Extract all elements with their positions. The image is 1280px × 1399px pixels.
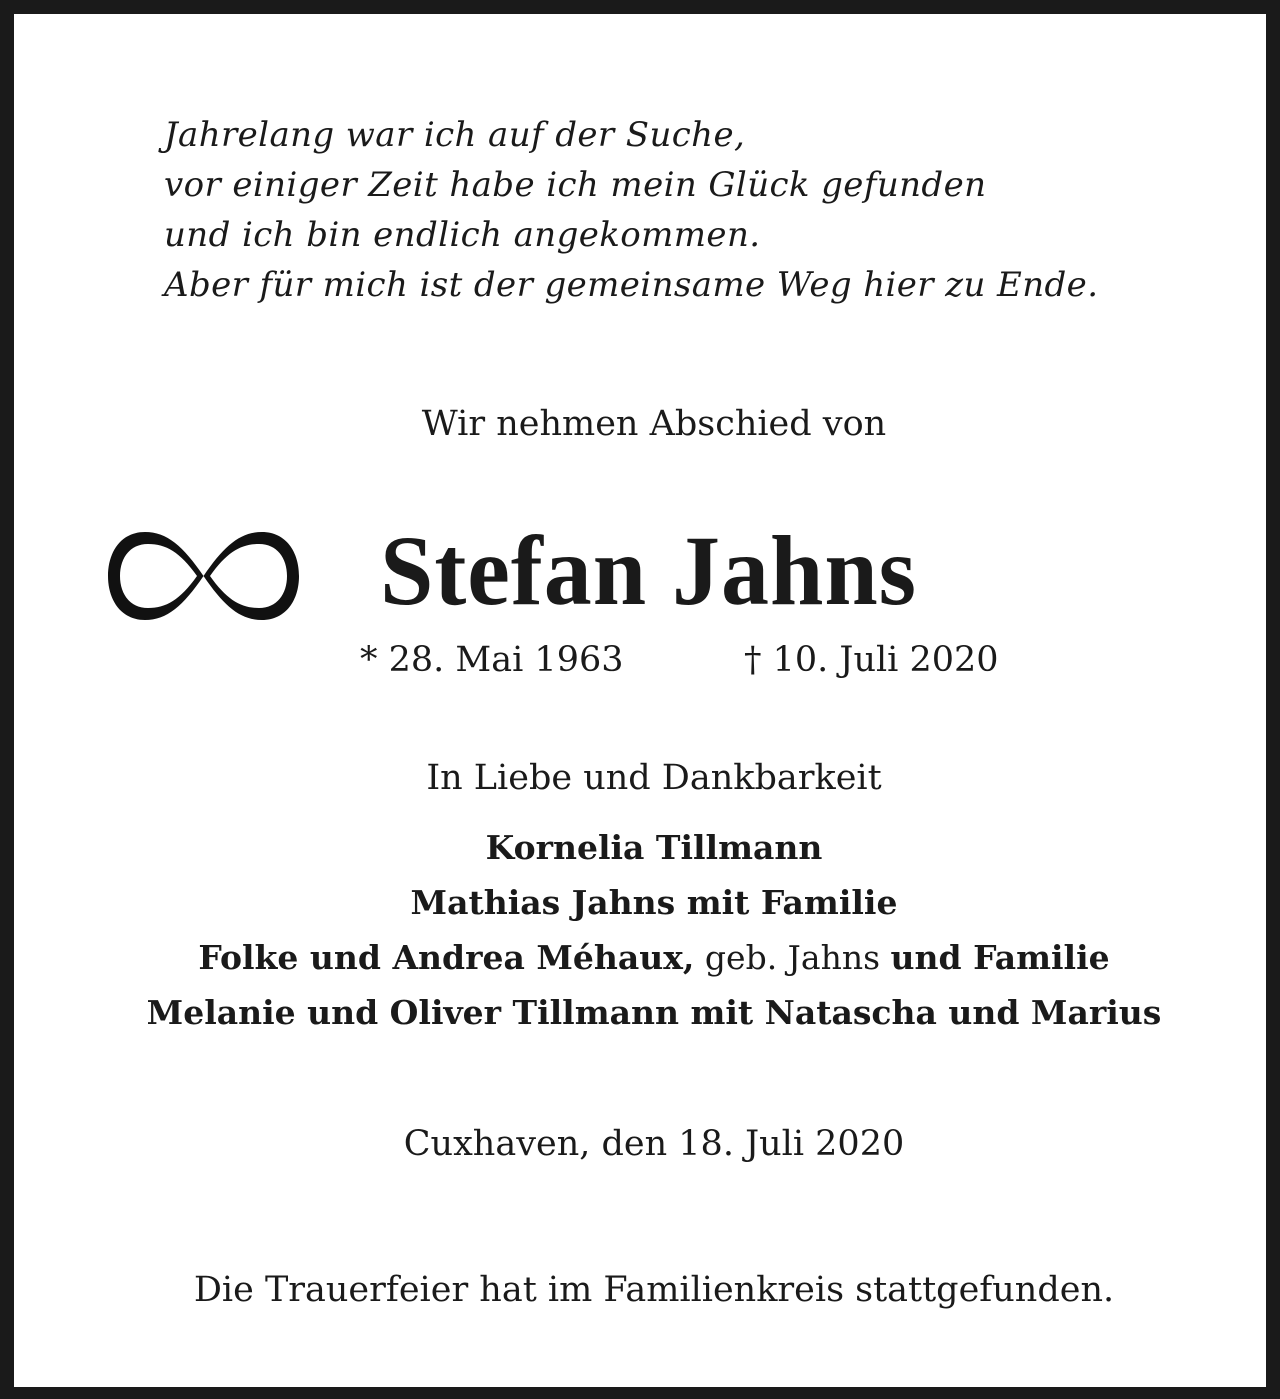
- mourner-line: [14, 930, 1280, 985]
- poem-line: vor einiger Zeit habe ich mein Glück gefunden: [164, 165, 987, 205]
- birth-date: * 28. Mai 1963: [360, 640, 624, 680]
- poem-line: und ich bin endlich angekommen.: [164, 215, 761, 255]
- mourner-line: Kornelia Tillmann: [485, 828, 823, 867]
- poem-line: Jahrelang war ich auf der Suche,: [164, 115, 746, 155]
- poem-line: Aber für mich ist der gemeinsame Weg hier zu Ende.: [164, 265, 1099, 305]
- maiden-name: geb. Jahns: [694, 938, 891, 977]
- mourner-family: und Familie: [890, 938, 1110, 977]
- mourner-names: Folke und Andrea Méhaux,: [198, 938, 695, 977]
- gratitude-line: In Liebe und Dankbarkeit: [426, 758, 882, 798]
- mourner-line: Melanie und Oliver Tillmann mit Natascha und Marius: [146, 993, 1162, 1032]
- deceased-name: Stefan Jahns: [380, 515, 917, 626]
- infinity-icon: [106, 526, 301, 626]
- mourners-list: [14, 820, 1280, 1040]
- farewell-intro: Wir nehmen Abschied von: [421, 404, 887, 444]
- mourner-line: Mathias Jahns mit Familie: [410, 883, 898, 922]
- poem: [164, 110, 1098, 310]
- funeral-service-note: Die Trauerfeier hat im Familienkreis stattgefunden.: [193, 1270, 1115, 1310]
- death-date: † 10. Juli 2020: [744, 640, 999, 680]
- place-and-date: Cuxhaven, den 18. Juli 2020: [403, 1124, 905, 1164]
